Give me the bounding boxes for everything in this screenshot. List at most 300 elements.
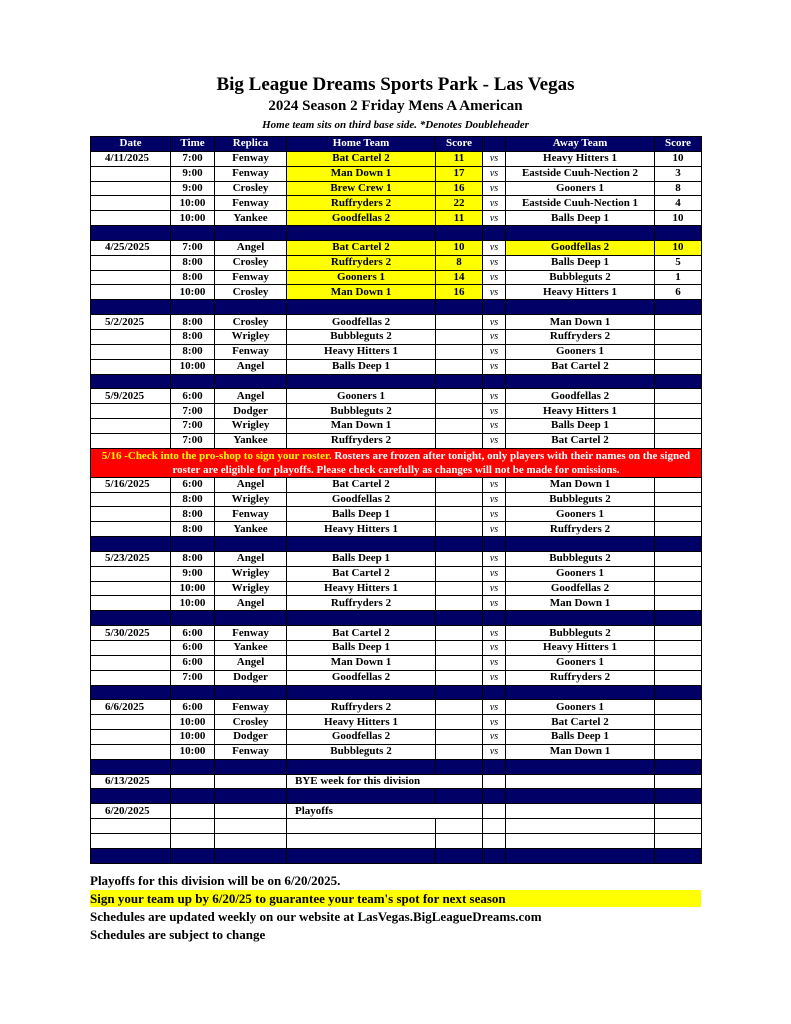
away-score: 5 <box>655 255 702 270</box>
game-date <box>91 581 171 596</box>
game-date <box>91 166 171 181</box>
table-row <box>91 744 702 759</box>
game-field: Angel <box>215 359 287 374</box>
schedule-body <box>91 151 702 863</box>
home-team: Ruffryders 2 <box>287 433 436 448</box>
separator-cell <box>655 848 702 863</box>
week-separator <box>91 848 702 863</box>
separator-cell <box>287 226 436 241</box>
vs-cell: vs <box>483 151 506 166</box>
separator-cell <box>655 537 702 552</box>
table-row <box>91 700 702 715</box>
blank-row <box>91 833 702 848</box>
away-score <box>655 329 702 344</box>
separator-cell <box>436 685 483 700</box>
home-team: Bubbleguts 2 <box>287 329 436 344</box>
table-row <box>91 211 702 226</box>
game-field: Fenway <box>215 626 287 641</box>
separator-cell <box>171 300 215 315</box>
away-team: Bat Cartel 2 <box>506 715 655 730</box>
away-score <box>655 655 702 670</box>
game-field: Dodger <box>215 730 287 745</box>
table-row <box>91 240 702 255</box>
home-team: Balls Deep 1 <box>287 359 436 374</box>
blank-row <box>91 819 702 834</box>
table-row <box>91 315 702 330</box>
home-team: Goodfellas 2 <box>287 730 436 745</box>
away-score <box>655 551 702 566</box>
table-row <box>91 596 702 611</box>
game-field <box>215 804 287 819</box>
away-score <box>655 359 702 374</box>
table-row <box>91 270 702 285</box>
separator-cell <box>436 537 483 552</box>
game-date <box>91 730 171 745</box>
home-team: Man Down 1 <box>287 166 436 181</box>
week-separator <box>91 685 702 700</box>
separator-cell <box>215 759 287 774</box>
away-team: Gooners 1 <box>506 344 655 359</box>
game-field: Yankee <box>215 433 287 448</box>
away-team: Eastside Cuuh-Nection 1 <box>506 196 655 211</box>
game-date <box>91 344 171 359</box>
game-date: 6/6/2025 <box>91 700 171 715</box>
away-score <box>655 492 702 507</box>
notice-date-prefix: 5/16 - <box>101 449 128 462</box>
vs-cell: vs <box>483 359 506 374</box>
col-header-away-score: Score <box>655 137 702 152</box>
separator-cell <box>171 537 215 552</box>
game-date <box>91 419 171 434</box>
game-time: 7:00 <box>171 404 215 419</box>
away-team: Heavy Hitters 1 <box>506 151 655 166</box>
week-separator <box>91 537 702 552</box>
game-field: Crosley <box>215 315 287 330</box>
vs-cell: vs <box>483 641 506 656</box>
home-team: Man Down 1 <box>287 655 436 670</box>
away-team: Man Down 1 <box>506 477 655 492</box>
page-subtitle: 2024 Season 2 Friday Mens A American <box>268 98 523 114</box>
game-date <box>91 655 171 670</box>
table-row <box>91 626 702 641</box>
separator-cell <box>91 537 171 552</box>
game-time: 9:00 <box>171 181 215 196</box>
away-score <box>655 389 702 404</box>
table-row <box>91 477 702 492</box>
vs-cell: vs <box>483 730 506 745</box>
separator-cell <box>506 685 655 700</box>
away-team: Bubbleguts 2 <box>506 551 655 566</box>
vs-cell: vs <box>483 344 506 359</box>
separator-cell <box>91 848 171 863</box>
game-time <box>171 774 215 789</box>
home-score: 8 <box>436 255 483 270</box>
separator-cell <box>287 789 436 804</box>
vs-cell: vs <box>483 419 506 434</box>
game-field: Angel <box>215 240 287 255</box>
home-score: 11 <box>436 151 483 166</box>
blank-cell <box>506 819 655 834</box>
game-field: Crosley <box>215 285 287 300</box>
col-header-time: Time <box>171 137 215 152</box>
vs-cell: vs <box>483 315 506 330</box>
away-score <box>655 715 702 730</box>
away-team: Ruffryders 2 <box>506 670 655 685</box>
home-score: 16 <box>436 181 483 196</box>
home-team: Balls Deep 1 <box>287 551 436 566</box>
game-time: 10:00 <box>171 730 215 745</box>
home-score <box>436 315 483 330</box>
game-time: 10:00 <box>171 285 215 300</box>
away-score <box>655 404 702 419</box>
away-team: Bubbleguts 2 <box>506 626 655 641</box>
away-score <box>655 596 702 611</box>
home-score <box>436 641 483 656</box>
home-score <box>436 700 483 715</box>
col-header-away-team: Away Team <box>506 137 655 152</box>
game-time: 6:00 <box>171 626 215 641</box>
game-field: Fenway <box>215 196 287 211</box>
away-team: Balls Deep 1 <box>506 255 655 270</box>
away-team: Balls Deep 1 <box>506 730 655 745</box>
game-field: Yankee <box>215 522 287 537</box>
game-field: Wrigley <box>215 419 287 434</box>
away-team: Man Down 1 <box>506 744 655 759</box>
game-time <box>171 804 215 819</box>
game-field: Angel <box>215 655 287 670</box>
game-time: 7:00 <box>171 670 215 685</box>
away-score: 4 <box>655 196 702 211</box>
home-team: Heavy Hitters 1 <box>287 715 436 730</box>
away-score <box>655 581 702 596</box>
separator-cell <box>171 374 215 389</box>
blank-cell <box>91 833 171 848</box>
table-row <box>91 285 702 300</box>
home-team: Bubbleguts 2 <box>287 404 436 419</box>
separator-cell <box>506 611 655 626</box>
separator-cell <box>215 300 287 315</box>
away-score <box>655 641 702 656</box>
away-score: 10 <box>655 211 702 226</box>
game-date <box>91 255 171 270</box>
game-field <box>215 774 287 789</box>
notice-highlight: Check into the pro-shop to sign your roster. <box>127 449 332 462</box>
vs-cell: vs <box>483 270 506 285</box>
separator-cell <box>483 300 506 315</box>
separator-cell <box>91 759 171 774</box>
vs-cell: vs <box>483 433 506 448</box>
game-time: 8:00 <box>171 492 215 507</box>
table-row <box>91 551 702 566</box>
game-time: 6:00 <box>171 389 215 404</box>
game-time: 6:00 <box>171 700 215 715</box>
separator-cell <box>287 300 436 315</box>
separator-cell <box>483 789 506 804</box>
vs-cell <box>483 804 506 819</box>
notice-text: Rosters are frozen after tonight, only players with their names on the signed roster are eligible for playoffs. Please check carefully as changes will not be made for omissions. <box>172 449 691 476</box>
page-title: Big League Dreams Sports Park - Las Vegas <box>216 74 575 95</box>
away-score <box>655 477 702 492</box>
separator-cell <box>483 759 506 774</box>
blank-cell <box>287 819 436 834</box>
blank-cell <box>483 833 506 848</box>
vs-cell: vs <box>483 655 506 670</box>
game-time: 6:00 <box>171 655 215 670</box>
home-score <box>436 581 483 596</box>
game-date <box>91 522 171 537</box>
game-field: Fenway <box>215 151 287 166</box>
home-score <box>436 419 483 434</box>
separator-cell <box>506 300 655 315</box>
home-team: Balls Deep 1 <box>287 641 436 656</box>
vs-cell: vs <box>483 566 506 581</box>
vs-cell: vs <box>483 670 506 685</box>
away-team: Gooners 1 <box>506 700 655 715</box>
game-field: Wrigley <box>215 492 287 507</box>
away-score <box>655 344 702 359</box>
away-score <box>655 507 702 522</box>
separator-cell <box>171 226 215 241</box>
away-score: 6 <box>655 285 702 300</box>
blank-cell <box>506 833 655 848</box>
away-score: 10 <box>655 151 702 166</box>
home-score: 22 <box>436 196 483 211</box>
table-row <box>91 655 702 670</box>
table-row <box>91 730 702 745</box>
away-score: 10 <box>655 240 702 255</box>
blank-cell <box>436 833 483 848</box>
game-time: 8:00 <box>171 255 215 270</box>
vs-cell: vs <box>483 581 506 596</box>
separator-cell <box>436 374 483 389</box>
separator-cell <box>215 537 287 552</box>
home-team: Bat Cartel 2 <box>287 477 436 492</box>
separator-cell <box>171 759 215 774</box>
separator-cell <box>287 537 436 552</box>
away-team: Goodfellas 2 <box>506 581 655 596</box>
separator-cell <box>91 789 171 804</box>
separator-cell <box>215 789 287 804</box>
home-score <box>436 477 483 492</box>
game-time: 8:00 <box>171 522 215 537</box>
vs-cell: vs <box>483 700 506 715</box>
home-team: Ruffryders 2 <box>287 255 436 270</box>
game-time: 7:00 <box>171 419 215 434</box>
separator-cell <box>506 789 655 804</box>
home-score <box>436 404 483 419</box>
col-header-date: Date <box>91 137 171 152</box>
separator-cell <box>436 848 483 863</box>
away-score: 8 <box>655 181 702 196</box>
separator-cell <box>91 685 171 700</box>
blank-cell <box>91 819 171 834</box>
vs-cell: vs <box>483 181 506 196</box>
separator-cell <box>655 226 702 241</box>
separator-cell <box>483 226 506 241</box>
game-time: 9:00 <box>171 566 215 581</box>
table-row <box>91 419 702 434</box>
separator-cell <box>215 226 287 241</box>
home-score: 14 <box>436 270 483 285</box>
home-score <box>436 566 483 581</box>
game-date <box>91 566 171 581</box>
blank-cell <box>483 819 506 834</box>
away-team: Gooners 1 <box>506 507 655 522</box>
separator-cell <box>483 611 506 626</box>
game-date: 5/23/2025 <box>91 551 171 566</box>
away-score <box>655 566 702 581</box>
table-row <box>91 344 702 359</box>
vs-cell: vs <box>483 596 506 611</box>
vs-cell <box>483 774 506 789</box>
away-score <box>655 700 702 715</box>
game-time: 8:00 <box>171 270 215 285</box>
separator-cell <box>436 611 483 626</box>
separator-cell <box>436 226 483 241</box>
away-team: Balls Deep 1 <box>506 419 655 434</box>
home-team: Goodfellas 2 <box>287 492 436 507</box>
home-team: Man Down 1 <box>287 285 436 300</box>
home-score <box>436 655 483 670</box>
game-time: 10:00 <box>171 715 215 730</box>
game-time: 6:00 <box>171 477 215 492</box>
table-row <box>91 255 702 270</box>
blank-cell <box>215 833 287 848</box>
home-score <box>436 744 483 759</box>
game-field: Fenway <box>215 700 287 715</box>
separator-cell <box>436 759 483 774</box>
home-team: Brew Crew 1 <box>287 181 436 196</box>
away-team: Man Down 1 <box>506 315 655 330</box>
away-score <box>655 419 702 434</box>
home-score <box>436 522 483 537</box>
vs-cell: vs <box>483 507 506 522</box>
game-date: 5/2/2025 <box>91 315 171 330</box>
vs-cell: vs <box>483 404 506 419</box>
game-time: 10:00 <box>171 596 215 611</box>
separator-cell <box>91 300 171 315</box>
game-field: Fenway <box>215 744 287 759</box>
home-team: Goodfellas 2 <box>287 315 436 330</box>
home-team: Bat Cartel 2 <box>287 240 436 255</box>
home-score: 10 <box>436 240 483 255</box>
game-time: 10:00 <box>171 211 215 226</box>
game-field: Wrigley <box>215 329 287 344</box>
away-team: Heavy Hitters 1 <box>506 285 655 300</box>
table-row <box>91 389 702 404</box>
game-field: Angel <box>215 551 287 566</box>
separator-cell <box>506 537 655 552</box>
separator-cell <box>655 374 702 389</box>
blank-cell <box>171 833 215 848</box>
table-row <box>91 670 702 685</box>
away-team: Bat Cartel 2 <box>506 359 655 374</box>
game-date <box>91 211 171 226</box>
separator-cell <box>215 685 287 700</box>
game-field: Dodger <box>215 670 287 685</box>
separator-cell <box>287 848 436 863</box>
vs-cell: vs <box>483 551 506 566</box>
away-team: Man Down 1 <box>506 596 655 611</box>
home-score <box>436 344 483 359</box>
game-date: 4/11/2025 <box>91 151 171 166</box>
game-field: Angel <box>215 477 287 492</box>
home-score <box>436 715 483 730</box>
away-team: Bubbleguts 2 <box>506 270 655 285</box>
game-date: 5/30/2025 <box>91 626 171 641</box>
game-field: Angel <box>215 389 287 404</box>
game-date <box>91 507 171 522</box>
away-team: Eastside Cuuh-Nection 2 <box>506 166 655 181</box>
blank-cell <box>215 819 287 834</box>
game-field: Fenway <box>215 166 287 181</box>
away-team: Goodfellas 2 <box>506 240 655 255</box>
vs-cell: vs <box>483 715 506 730</box>
game-field: Crosley <box>215 255 287 270</box>
separator-cell <box>506 759 655 774</box>
blank-cell <box>655 819 702 834</box>
col-header-home-score: Score <box>436 137 483 152</box>
week-separator <box>91 374 702 389</box>
separator-cell <box>655 685 702 700</box>
game-time: 10:00 <box>171 744 215 759</box>
away-team: Bubbleguts 2 <box>506 492 655 507</box>
away-team: Gooners 1 <box>506 566 655 581</box>
away-team <box>506 804 655 819</box>
home-score: 17 <box>436 166 483 181</box>
home-team: Ruffryders 2 <box>287 700 436 715</box>
vs-cell: vs <box>483 626 506 641</box>
home-team: Man Down 1 <box>287 419 436 434</box>
game-field: Fenway <box>215 344 287 359</box>
game-date <box>91 744 171 759</box>
table-row <box>91 359 702 374</box>
home-team: Bat Cartel 2 <box>287 151 436 166</box>
away-team <box>506 774 655 789</box>
separator-cell <box>171 611 215 626</box>
away-score <box>655 744 702 759</box>
vs-cell: vs <box>483 211 506 226</box>
home-team: Heavy Hitters 1 <box>287 581 436 596</box>
home-team: Gooners 1 <box>287 270 436 285</box>
home-team: Goodfellas 2 <box>287 211 436 226</box>
roster-notice-row <box>91 448 702 477</box>
vs-cell: vs <box>483 522 506 537</box>
blank-cell <box>436 819 483 834</box>
away-team: Heavy Hitters 1 <box>506 641 655 656</box>
vs-cell: vs <box>483 285 506 300</box>
away-team: Ruffryders 2 <box>506 522 655 537</box>
away-team: Gooners 1 <box>506 181 655 196</box>
vs-cell: vs <box>483 389 506 404</box>
separator-cell <box>483 685 506 700</box>
home-team: Bubbleguts 2 <box>287 744 436 759</box>
game-time: 8:00 <box>171 329 215 344</box>
table-row <box>91 715 702 730</box>
week-special-note: Playoffs <box>287 804 483 819</box>
vs-cell: vs <box>483 744 506 759</box>
game-date: 5/16/2025 <box>91 477 171 492</box>
table-row <box>91 566 702 581</box>
separator-cell <box>91 374 171 389</box>
separator-cell <box>287 374 436 389</box>
home-score: 16 <box>436 285 483 300</box>
game-time: 7:00 <box>171 151 215 166</box>
home-team: Ruffryders 2 <box>287 196 436 211</box>
separator-cell <box>655 759 702 774</box>
separator-cell <box>287 759 436 774</box>
separator-cell <box>171 685 215 700</box>
